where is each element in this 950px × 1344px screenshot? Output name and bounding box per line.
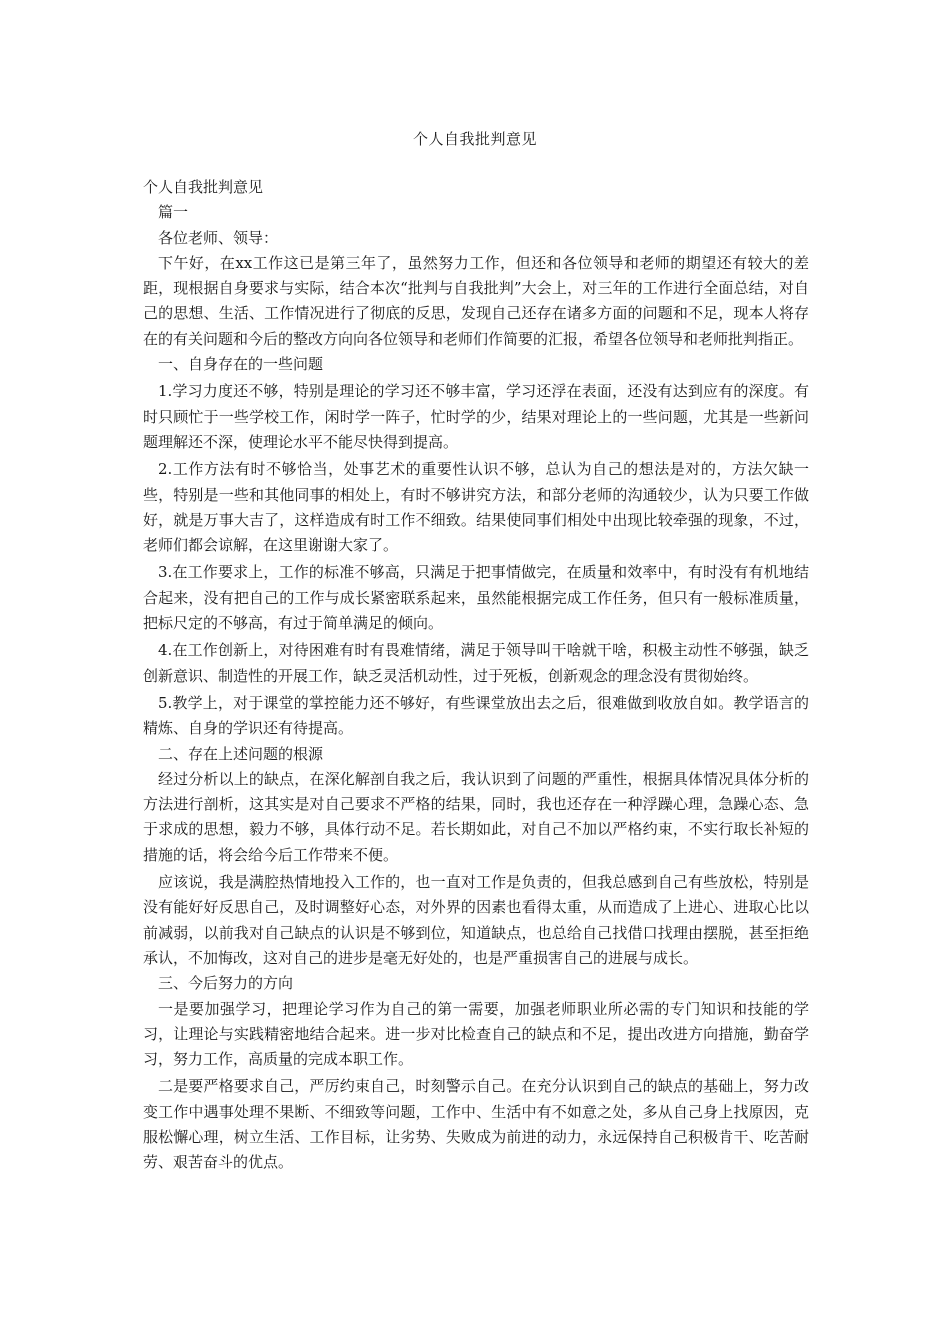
paragraph-item-4: 4.在工作创新上，对待困难有时有畏难情绪，满足于领导叫干啥就干啥，积极主动性不够强，缺乏创新意识、制造性的开展工作，缺乏灵活机动性，过于死板，创新观念的理念没有贯彻始终。 <box>143 641 809 685</box>
section-label: 篇一 <box>158 203 189 222</box>
paragraph-root-cause-2: 应该说，我是满腔热情地投入工作的，也一直对工作是负责的，但我总感到自己有些放松，特别是没有能好好反思自己，及时调整好心态，对外界的因素也看得太重，从而造成了上进心、进取心比以前减弱，以前我对自己缺点的认识是不够到位，知道缺点，也总给自己找借口找理由摆脱，甚至拒绝承认，不加悔改，这对自己的进步是毫无好处的，也是严重损害自己的进展与成长。 <box>143 873 809 967</box>
paragraph-intro: 下午好，在xx工作这已是第三年了，虽然努力工作，但还和各位领导和老师的期望还有较大的差距，现根据自身要求与实际，结合本次“批判与自我批判”大会上，对三年的工作进行全面总结，对自己的思想、生活、工作情况进行了彻底的反思，发现自己还存在诸多方面的问题和不足，现本人将存在的有关问题和今后的整改方向向各位领导和老师们作简要的汇报，希望各位领导和老师批判指正。 <box>143 253 809 348</box>
paragraph-direction-1: 一是要加强学习，把理论学习作为自己的第一需要，加强老师职业所必需的专门知识和技能的学习，让理论与实践精密地结合起来。进一步对比检查自己的缺点和不足，提出改进方向措施，勤奋学习，努力工作，高质量的完成本职工作。 <box>143 999 809 1069</box>
paragraph-direction-2: 二是要严格要求自己，严厉约束自己，时刻警示自己。在充分认识到自己的缺点的基础上，努力改变工作中遇事处理不果断、不细致等问题，工作中、生活中有不如意之处，多从自己身上找原因，克服松懈心理，树立生活、工作目标，让劣势、失败成为前进的动力，永远保持自己积极肯干、吃苦耐劳、艰苦奋斗的优点。 <box>143 1077 809 1172</box>
section-heading-2: 二、存在上述问题的根源 <box>158 744 324 763</box>
section-heading-3: 三、今后努力的方向 <box>158 974 294 993</box>
salutation: 各位老师、领导： <box>158 228 279 247</box>
paragraph-item-1: 1.学习力度还不够，特别是理论的学习还不够丰富，学习还浮在表面，还没有达到应有的深度。有时只顾忙于一些学校工作，闲时学一阵子，忙时学的少，结果对理论上的一些问题，尤其是一些新问题理解还不深，使理论水平不能尽快得到提高。 <box>143 382 809 451</box>
document-heading: 个人自我批判意见 <box>143 178 264 196</box>
paragraph-item-5: 5.教学上，对于课堂的掌控能力还不够好，有些课堂放出去之后，很难做到收放自如。教学语言的精炼、自身的学识还有待提高。 <box>143 693 809 738</box>
paragraph-item-3: 3.在工作要求上，工作的标准不够高，只满足于把事情做完，在质量和效率中，有时没有有机地结合起来，没有把自己的工作与成长紧密联系起来，虽然能根据完成工作任务，但只有一般标准质量，把标尺定的不够高，有过于简单满足的倾向。 <box>143 563 809 633</box>
paragraph-root-cause-1: 经过分析以上的缺点，在深化解剖自我之后，我认识到了问题的严重性，根据具体情况具体分析的方法进行剖析，这其实是对自己要求不严格的结果，同时，我也还存在一种浮躁心理，急躁心态、急于求成的思想，毅力不够，具体行动不足。若长期如此，对自己不加以严格约束，不实行取长补短的措施的话，将会给今后工作带来不便。 <box>143 769 809 864</box>
paragraph-item-2: 2.工作方法有时不够恰当，处事艺术的重要性认识不够，总认为自己的想法是对的，方法欠缺一些，特别是一些和其他同事的相处上，有时不够讲究方法，和部分老师的沟通较少，认为只要工作做好，就是万事大吉了，这样造成有时工作不细致。结果使同事们相处中出现比较牵强的现象，不过，老师们都会谅解，在这里谢谢大家了。 <box>143 460 809 555</box>
section-heading-1: 一、自身存在的一些问题 <box>158 355 324 374</box>
document-body <box>143 175 809 1176</box>
document-title: 个人自我批判意见 <box>412 130 537 148</box>
